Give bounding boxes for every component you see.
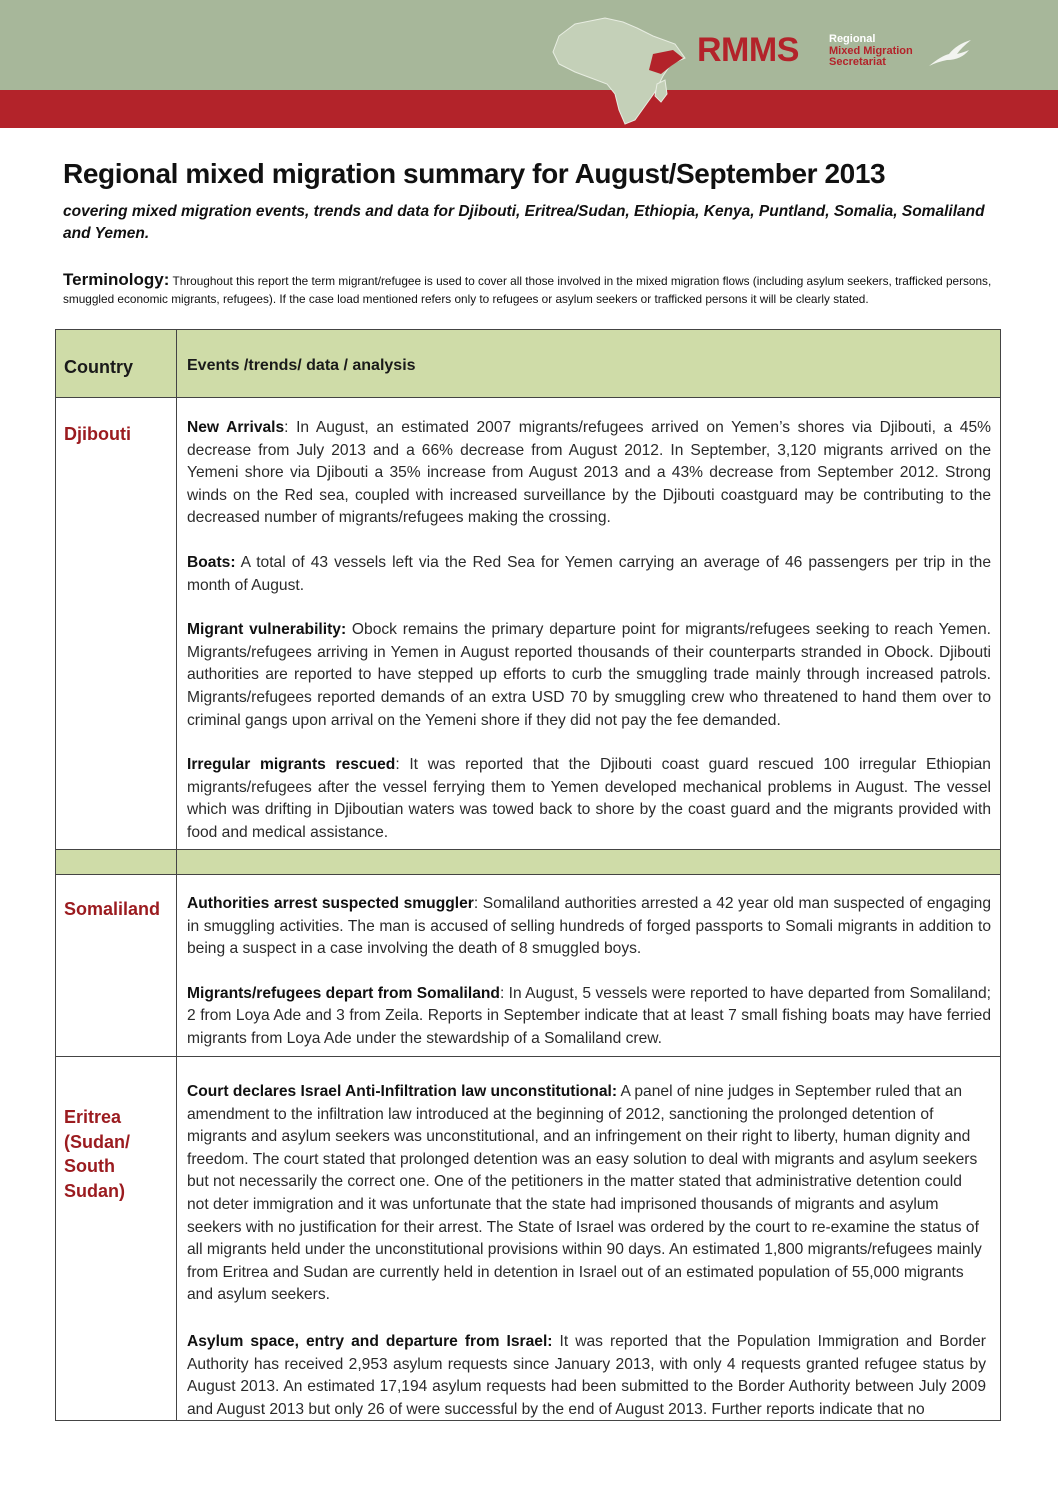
events-column-header: Events /trends/ data / analysis [187, 357, 416, 374]
logo-wordmark: RMMS [697, 31, 799, 69]
country-column-header: Country [56, 330, 177, 397]
page-title: Regional mixed migration summary for August/September 2013 [63, 158, 886, 189]
paragraph: Court declares Israel Anti-Infiltration law unconstitutional: A panel of nine judges in September ruled that an amendment to the infiltration law introduced at the beginning of 2012, sanctioning the prolonged detention of migrants and asylum seekers was unconstitutional, and an infringement on their right to liberty, human dignity and freedom. The court stated that prolonged detention was an easy solution to deal with migrants and asylum seekers but not necessarily the correct one. One of the petitioners in the matter stated that administrative detention could not deter immigration and it was unfortunate that the state had imprisoned thousands of migrants and asylum seekers with no justification for their arrest. The State of Israel was ordered by the court to re-examine the status of all migrants held under the unconstitutional provisions within 90 days. An estimated 1,800 migrants/refugees mainly from Eritrea and Sudan are currently held in detention in Israel out of an estimated population of 55,000 migrants and asylum seekers. [187, 1083, 982, 1304]
country-name: Somaliland [64, 899, 161, 919]
terminology-label: Terminology: [63, 270, 170, 289]
paragraph: Irregular migrants rescued: It was reported that the Djibouti coast guard rescued 100 irregular Ethiopian migrants/refugees after the vessel ferrying them to Yemen developed mechanical problems in August. The vessel which was drifting in Djiboutian waters was towed back to shore by the coast guard and the migrants provided with food and medical assistance. [187, 756, 991, 841]
table-row-eritrea [56, 1057, 1000, 1421]
country-name: Eritrea (Sudan/ South Sudan) [64, 1107, 130, 1201]
paragraph: New Arrivals: In August, an estimated 2007 migrants/refugees arrived on Yemen’s shores via Djibouti, a 45% decrease from July 2013 and a 66% decrease from August 2012. In September, 3,120 migrants arrived on the Yemeni shore via Djibouti a 35% increase from August 2013 and a 43% decrease from September 2012. Strong winds on the Red sea, coupled with increased surveillance by the Djibouti coastguard may be contributing to the decreased number of migrants/refugees making the crossing. [187, 419, 991, 527]
paragraph: Migrants/refugees depart from Somaliland: In August, 5 vessels were reported to have departed from Somaliland; 2 from Loya Ade and 3 from Zeila. Reports in September indicate that at least 7 small fishing boats may have ferried migrants from Loya Ade under the stewardship of a Somaliland crew. [187, 984, 992, 1047]
paragraph: Asylum space, entry and departure from Israel: It was reported that the Population Immigration and Border Authority has received 2,953 asylum requests since January 2013, with only 4 requests granted refugee status by August 2013. An estimated 17,194 asylum requests had been submitted to the Border Authority between July 2009 and August 2013 but only 26 of were successful by the end of August 2013. Further reports indicate that no [187, 1332, 986, 1418]
page-subtitle: covering mixed migration events, trends and data for Djibouti, Eritrea/Sudan, Ethiopia, Kenya, Puntland, Somalia, Somaliland and Yemen. [63, 203, 985, 242]
paragraph: Migrant vulnerability: Obock remains the primary departure point for migrants/refugees seeking to reach Yemen. Migrants/refugees arriving in Yemen in August reported thousands of their counterparts stranded in Obock. Djibouti authorities are reported to have stepped up efforts to curb the smuggling trade mainly through increased patrols. Migrants/refugees reported demands of an extra USD 70 by smuggling crew who threatened to hand them over to criminal gangs upon arrival on the Yemeni shore if they did not pay the fee demanded. [187, 621, 991, 729]
summary-table [55, 329, 1001, 1421]
logo-line-3: Secretariat [829, 56, 886, 68]
terminology-text: Throughout this report the term migrant/refugee is used to cover all those involved in the mixed migration flows (including asylum seekers, trafficked persons, smuggled economic migrants, refugees). If the case load mentioned refers only to refugees or asylum seekers or trafficked persons it will be clearly stated. [63, 274, 992, 306]
country-name: Djibouti [64, 424, 131, 444]
table-row-somaliland [56, 875, 1000, 1057]
logo-line-2: Mixed Migration [829, 44, 913, 57]
table-header-row [56, 330, 1000, 398]
logo-subtitle [829, 34, 939, 69]
terminology-note [63, 271, 998, 308]
header-red-band [0, 90, 1058, 128]
africa-map-icon [545, 14, 695, 126]
table-spacer-row [56, 850, 1000, 875]
paragraph: Authorities arrest suspected smuggler: Somaliland authorities arrested a 42 year old man suspected of engaging in smuggling activities. The man is accused of selling hundreds of forged passports to Somali migrants in addition to being a suspect in a case involving the death of 8 smuggled boys. [187, 895, 992, 958]
table-row-djibouti [56, 398, 1000, 850]
paragraph: Boats: A total of 43 vessels left via the Red Sea for Yemen carrying an average of 46 passengers per trip in the month of August. [187, 553, 991, 594]
bird-icon [927, 38, 973, 70]
logo-line-1: Regional [829, 33, 876, 45]
